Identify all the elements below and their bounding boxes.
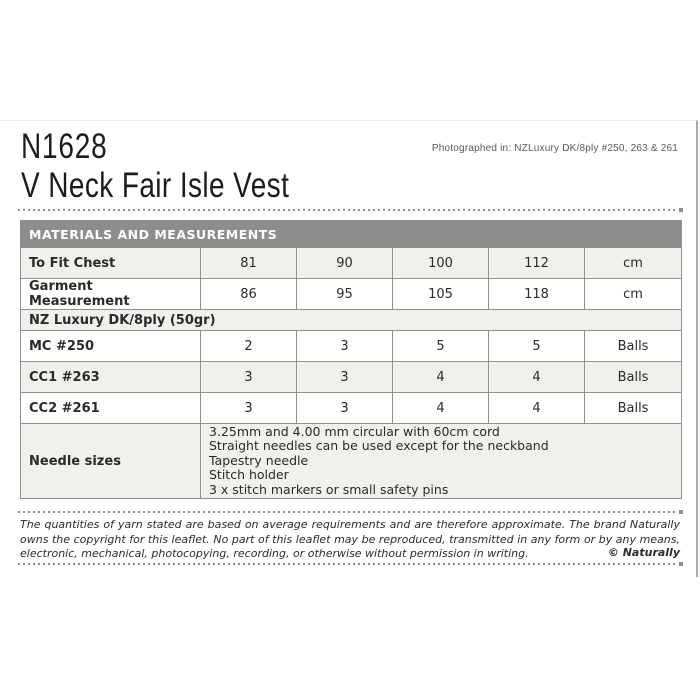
row-unit: cm [585, 279, 682, 310]
row-label: MC #250 [21, 331, 201, 362]
row-label: CC2 #261 [21, 393, 201, 424]
row-value: 3 [201, 362, 297, 393]
title-block [21, 127, 289, 205]
table-row [21, 393, 682, 424]
copyright-note [20, 518, 680, 562]
row-value: 86 [201, 279, 297, 310]
row-value: 5 [393, 331, 489, 362]
row-value: 4 [393, 362, 489, 393]
dotted-divider-bottom [18, 563, 678, 565]
row-value: 118 [489, 279, 585, 310]
photographed-in-note: Photographed in: NZLuxury DK/8ply #250, 263 & 261 [431, 143, 678, 154]
yarn-section-label: NZ Luxury DK/8ply (50gr) [21, 310, 682, 331]
pattern-title: V Neck Fair Isle Vest [21, 166, 290, 205]
needle-line: Tapestry needle [209, 452, 309, 468]
brand-copyright: © Naturally [607, 546, 680, 559]
dotted-divider-middle [18, 511, 678, 513]
materials-measurements-table [20, 220, 682, 499]
pattern-code: N1628 [21, 127, 108, 166]
needle-line: Straight needles can be used except for the neckband [209, 438, 549, 454]
row-value: 95 [297, 279, 393, 310]
table-header-row [21, 221, 682, 248]
row-value: 3 [297, 362, 393, 393]
needle-line: 3.25mm and 4.00 mm circular with 60cm cord [209, 423, 500, 439]
table-row [21, 248, 682, 279]
row-label: To Fit Chest [21, 248, 201, 279]
row-unit: Balls [585, 331, 682, 362]
table-header-title: MATERIALS AND MEASUREMENTS [21, 221, 682, 248]
row-value: 4 [489, 362, 585, 393]
row-value: 3 [201, 393, 297, 424]
row-unit: cm [585, 248, 682, 279]
row-value: 112 [489, 248, 585, 279]
row-value: 100 [393, 248, 489, 279]
yarn-section-row [21, 310, 682, 331]
row-value: 3 [297, 331, 393, 362]
row-value: 105 [393, 279, 489, 310]
row-value: 3 [297, 393, 393, 424]
needle-line: 3 x stitch markers or small safety pins [209, 481, 449, 497]
dotted-divider-top [18, 209, 678, 211]
row-value: 4 [393, 393, 489, 424]
row-unit: Balls [585, 393, 682, 424]
row-value: 4 [489, 393, 585, 424]
table-row [21, 331, 682, 362]
row-value: 81 [201, 248, 297, 279]
needle-sizes-content [201, 424, 682, 499]
row-unit: Balls [585, 362, 682, 393]
needle-sizes-label: Needle sizes [21, 424, 201, 499]
copyright-text: The quantities of yarn stated are based on average requirements and are therefore approximate. The brand Naturally owns the copyright for this leaflet. No part of this leaflet may be reproduced, transmitted in any form or by any means, electronic, mechanical, photocopying, recording, or otherwise without permission in writing. [20, 518, 680, 560]
needle-sizes-row [21, 424, 682, 499]
row-value: 5 [489, 331, 585, 362]
row-label: Garment Measurement [21, 279, 201, 310]
needle-line: Stitch holder [209, 467, 289, 483]
row-label: CC1 #263 [21, 362, 201, 393]
row-value: 2 [201, 331, 297, 362]
row-value: 90 [297, 248, 393, 279]
table-row [21, 279, 682, 310]
table-row [21, 362, 682, 393]
